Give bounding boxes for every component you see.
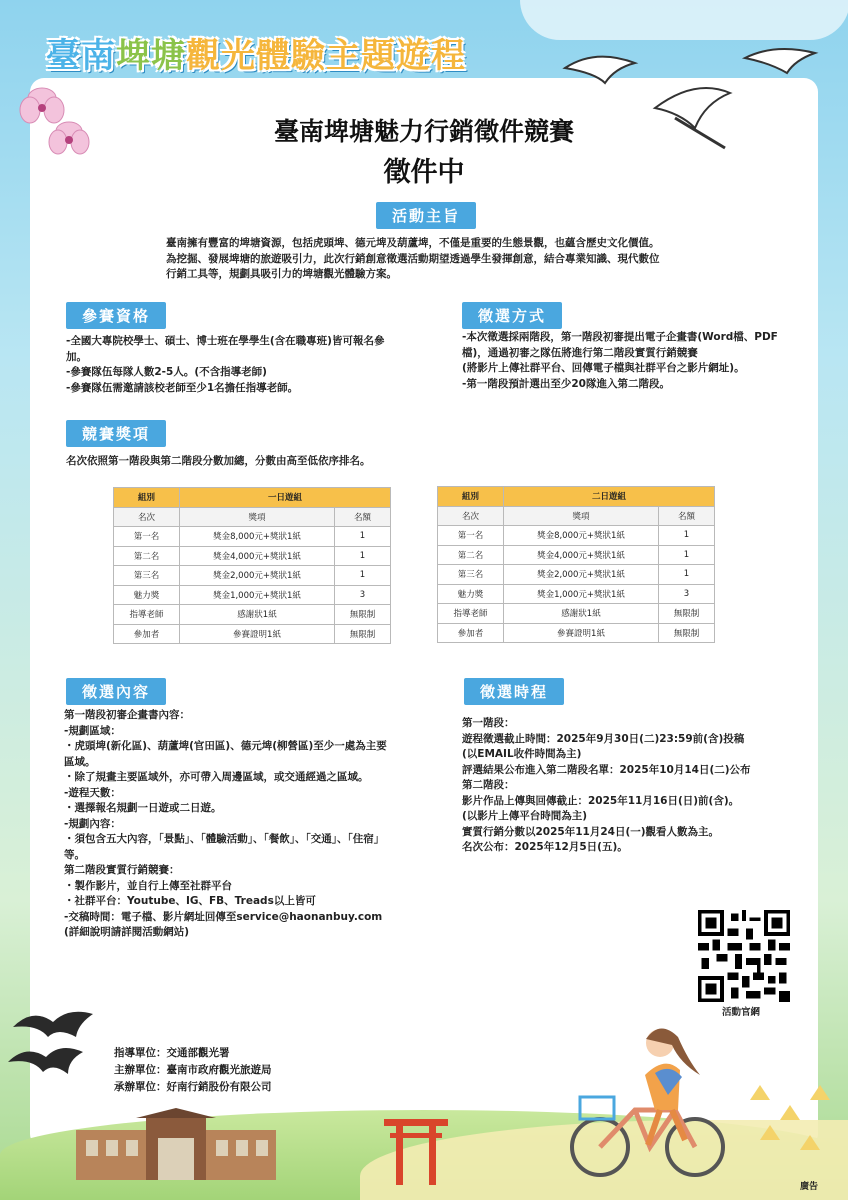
table-cell: 無限制 xyxy=(335,624,391,644)
schedule-line: 實質行銷分數以2025年11月24日(一)觀看人數為主。 xyxy=(462,825,720,838)
section-tag-eligibility: 參賽資格 xyxy=(66,302,166,329)
table-cell: 參賽證明1紙 xyxy=(504,623,659,643)
section-tag-purpose: 活動主旨 xyxy=(376,202,476,229)
ad-label: 廣告 xyxy=(800,1182,819,1192)
table-cell: 獎金1,000元+獎狀1紙 xyxy=(504,584,659,604)
table-row xyxy=(114,566,391,586)
table-cell: 魅力獎 xyxy=(438,584,504,604)
schedule-line: 影片作品上傳與回傳截止：2025年11月16日(日)前(含)。 xyxy=(462,794,740,807)
eligibility-line: 加。 xyxy=(66,350,87,363)
table-cell: 無限制 xyxy=(659,623,715,643)
table-cell: 1 xyxy=(335,527,391,547)
table-cell: 獎金1,000元+獎狀1紙 xyxy=(180,585,335,605)
content-line: -交稿時間：電子檔、影片網址回傳至service@haonanbuy.com xyxy=(64,910,383,923)
section-tag-awards: 競賽獎項 xyxy=(66,420,166,447)
table-cell: 獎金4,000元+獎狀1紙 xyxy=(504,545,659,565)
method-line: 檔)，通過初審之隊伍將進行第二階段實質行銷競賽 xyxy=(462,346,698,359)
table-cell: 獎金2,000元+獎狀1紙 xyxy=(504,565,659,585)
table-cell: 指導老師 xyxy=(438,604,504,624)
eligibility-text xyxy=(66,334,426,396)
table-row xyxy=(114,605,391,625)
table-cell: 第二名 xyxy=(114,546,180,566)
table-cell: 參賽證明1紙 xyxy=(180,624,335,644)
table-group-name: 一日遊組 xyxy=(180,488,391,508)
content-line: ・社群平台：Youtube、IG、FB、Treads以上皆可 xyxy=(64,895,316,907)
eligibility-line: -參賽隊伍每隊人數2-5人。(不含指導老師) xyxy=(66,366,267,378)
table-header: 獎項 xyxy=(180,507,335,527)
table-header: 名額 xyxy=(335,507,391,527)
organizers xyxy=(114,1045,272,1096)
content-line: 第二階段實質行銷競賽： xyxy=(64,864,180,876)
table-cell: 第一名 xyxy=(438,526,504,546)
table-cell: 1 xyxy=(659,545,715,565)
content-line: 等。 xyxy=(64,848,85,861)
torii-gate-icon xyxy=(384,1115,448,1185)
content-line: ・須包含五大內容，「景點」、「體驗活動」、「餐飲」、「交通」、「住宿」 xyxy=(64,833,385,845)
banner-title xyxy=(46,28,466,77)
prize-table-one-day xyxy=(113,487,391,644)
table-cell: 指導老師 xyxy=(114,605,180,625)
method-text xyxy=(462,330,812,392)
table-cell: 第三名 xyxy=(438,565,504,585)
bat-icon xyxy=(8,1002,104,1082)
table-cell: 無限制 xyxy=(659,604,715,624)
qr-code[interactable] xyxy=(698,910,790,1002)
table-row xyxy=(438,565,715,585)
eligibility-line: -全國大專院校學士、碩士、博士班在學學生(含在職專班)皆可報名參 xyxy=(66,335,385,347)
table-row xyxy=(438,604,715,624)
table-header: 獎項 xyxy=(504,506,659,526)
schedule-line: 第一階段： xyxy=(462,717,515,729)
table-row xyxy=(114,527,391,547)
method-line: -第一階段預計選出至少20隊進入第二階段。 xyxy=(462,377,670,390)
table-group-name: 二日遊組 xyxy=(504,487,715,507)
section-tag-schedule: 徵選時程 xyxy=(464,678,564,705)
method-line: -本次徵選採兩階段，第一階段初審提出電子企畫書(Word檔、PDF xyxy=(462,331,778,343)
table-header: 名次 xyxy=(114,507,180,527)
content-line: ・製作影片，並自行上傳至社群平台 xyxy=(64,879,232,892)
table-row xyxy=(438,584,715,604)
table-group-label: 組別 xyxy=(438,487,504,507)
table-cell: 無限制 xyxy=(335,605,391,625)
content-line: ・除了規畫主要區域外，亦可帶入周邊區域，或交通經過之區域。 xyxy=(64,771,369,783)
table-header: 名次 xyxy=(438,506,504,526)
schedule-line: (以EMAIL收件時間為主) xyxy=(462,748,582,760)
eligibility-line: -參賽隊伍需邀請該校老師至少1名擔任指導老師。 xyxy=(66,381,299,394)
table-cell: 第一名 xyxy=(114,527,180,547)
banner-title-part3: 觀光體驗主題遊程 xyxy=(186,36,466,76)
table-cell: 獎金8,000元+獎狀1紙 xyxy=(180,527,335,547)
banner-title-part2: 埤塘 xyxy=(116,36,186,76)
cloud-decoration xyxy=(520,0,848,40)
schedule-line: 名次公布：2025年12月5日(五)。 xyxy=(462,841,628,853)
purpose-line: 臺南擁有豐富的埤塘資源，包括虎頭埤、德元埤及葫蘆埤，不僅是重要的生態景觀，也蘊含歷史文化價值。 xyxy=(166,237,660,249)
table-cell: 獎金8,000元+獎狀1紙 xyxy=(504,526,659,546)
organizer-line: 指導單位：交通部觀光署 xyxy=(114,1047,230,1059)
table-cell: 感謝狀1紙 xyxy=(504,604,659,624)
purpose-line: 行銷工具等，規劃具吸引力的埤塘觀光體驗方案。 xyxy=(166,268,397,280)
method-line: (將影片上傳社群平台、回傳電子檔與社群平台之影片網址)。 xyxy=(462,362,745,374)
content-line: 第一階段初審企畫書內容： xyxy=(64,709,190,721)
table-cell: 魅力獎 xyxy=(114,585,180,605)
qr-caption: 活動官網 xyxy=(722,1007,761,1018)
page-title: 臺南埤塘魅力行銷徵件競賽 xyxy=(273,117,574,146)
table-row xyxy=(114,546,391,566)
content-text xyxy=(64,708,460,941)
table-cell: 參加者 xyxy=(438,623,504,643)
table-cell: 1 xyxy=(659,526,715,546)
table-cell: 1 xyxy=(335,546,391,566)
content-line: 區域。 xyxy=(64,755,96,768)
content-line: ・虎頭埤(新化區)、葫蘆埤(官田區)、德元埤(柳營區)至少一處為主要 xyxy=(64,740,387,752)
schedule-line: 遊程徵選截止時間：2025年9月30日(二)23:59前(含)投稿 xyxy=(462,732,745,745)
triangle-pattern-decoration xyxy=(740,1080,840,1170)
content-line: ・選擇報名規劃一日遊或二日遊。 xyxy=(64,802,222,814)
purpose-line: 為挖掘、發展埤塘的旅遊吸引力，此次行銷創意徵選活動期望透過學生發揮創意，結合專業知識、現代數位 xyxy=(166,252,660,265)
banner-title-part1: 臺南 xyxy=(46,36,116,76)
schedule-line: (以影片上傳平台時間為主) xyxy=(462,810,588,822)
table-cell: 感謝狀1紙 xyxy=(180,605,335,625)
section-tag-method: 徵選方式 xyxy=(462,302,562,329)
table-row xyxy=(114,585,391,605)
purpose-text xyxy=(166,236,726,283)
section-tag-content: 徵選內容 xyxy=(66,678,166,705)
content-line: (詳細說明請詳閱活動網站) xyxy=(64,926,190,938)
content-line: -規劃內容： xyxy=(64,817,121,830)
content-line: -遊程天數： xyxy=(64,786,121,799)
table-cell: 第三名 xyxy=(114,566,180,586)
schedule-text xyxy=(462,716,812,856)
cyclist-icon xyxy=(560,1015,740,1180)
page-subtitle: 徵件中 xyxy=(383,157,465,188)
content-line: -規劃區域： xyxy=(64,724,121,737)
table-group-label: 組別 xyxy=(114,488,180,508)
table-cell: 獎金4,000元+獎狀1紙 xyxy=(180,546,335,566)
table-header: 名額 xyxy=(659,506,715,526)
table-row xyxy=(438,526,715,546)
schedule-line: 第二階段： xyxy=(462,779,515,791)
table-cell: 3 xyxy=(335,585,391,605)
organizer-line: 主辦單位：臺南市政府觀光旅遊局 xyxy=(114,1064,272,1076)
table-cell: 1 xyxy=(659,565,715,585)
table-row xyxy=(438,545,715,565)
table-cell: 第二名 xyxy=(438,545,504,565)
table-cell: 1 xyxy=(335,566,391,586)
table-cell: 參加者 xyxy=(114,624,180,644)
prize-table-two-day xyxy=(437,486,715,643)
table-row xyxy=(438,623,715,643)
table-cell: 3 xyxy=(659,584,715,604)
organizer-line: 承辦單位：好南行銷股份有限公司 xyxy=(114,1081,272,1093)
table-row xyxy=(114,624,391,644)
table-cell: 獎金2,000元+獎狀1紙 xyxy=(180,566,335,586)
awards-intro: 名次依照第一階段與第二階段分數加總，分數由高至低依序排名。 xyxy=(66,455,371,467)
station-building-icon xyxy=(76,1108,276,1180)
schedule-line: 評選結果公布進入第二階段名單：2025年10月14日(二)公布 xyxy=(462,763,751,776)
